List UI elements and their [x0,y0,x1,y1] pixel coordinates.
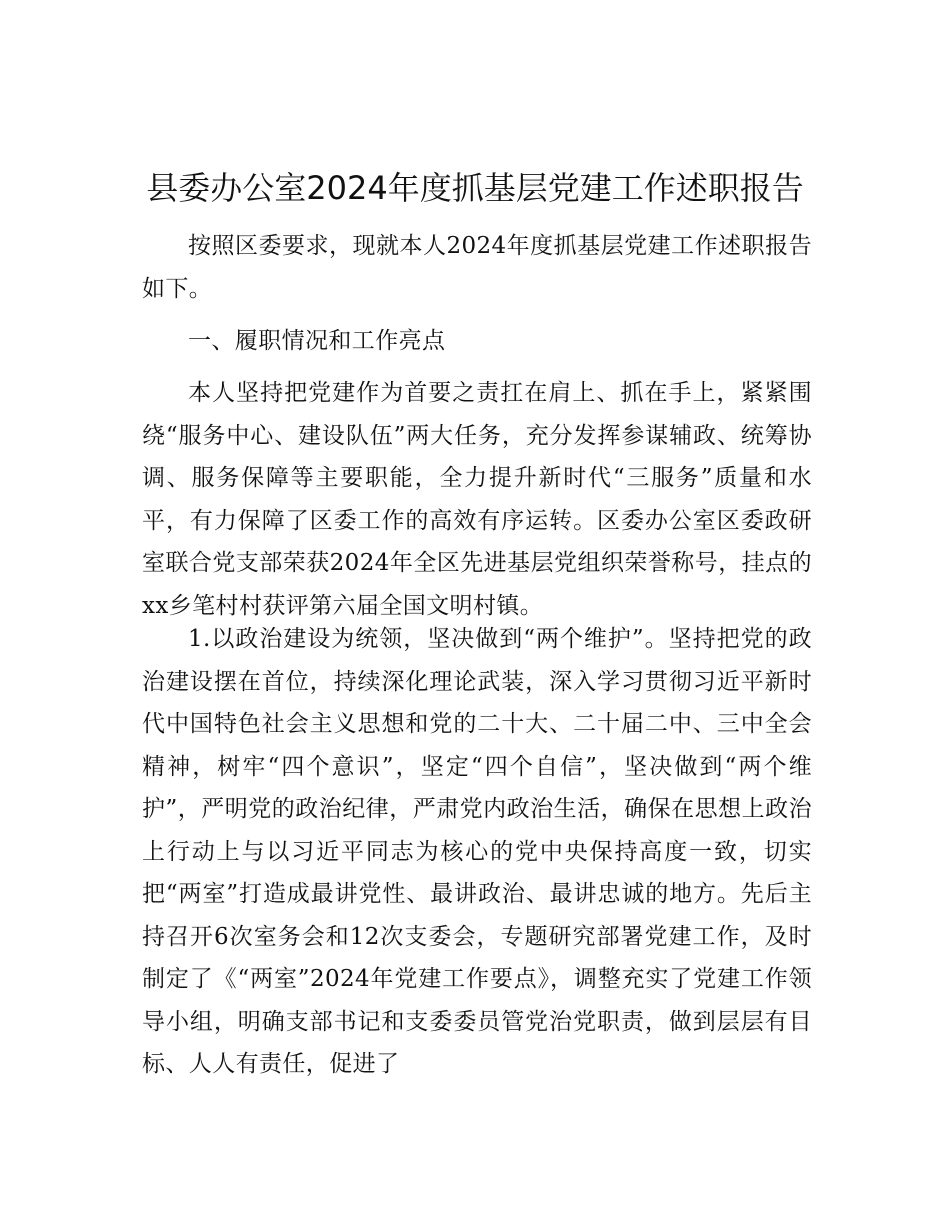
document-title: 县委办公室2024年度抓基层党建工作述职报告 [146,169,804,207]
section-paragraph: 本人坚持把党建作为首要之责扛在肩上、抓在手上，紧紧围绕“服务中心、建设队伍”两大任务，充分发挥参谋辅政、统筹协调、服务保障等主要职能，全力提升新时代“三服务”质量和水平，有力保障了区委工作的高效有序运转。区委办公室区委政研室联合党支部荣获2024年全区先进基层党组织荣誉称号，挂点的xx乡笔村村获评第六届全国文明村镇。 [142,380,812,619]
item-paragraph: 1.以政治建设为统领，坚决做到“两个维护”。坚持把党的政治建设摆在首位，持续深化理论武装，深入学习贯彻习近平新时代中国特色社会主义思想和党的二十大、二十届二中、三中全会精神，树牢“四个意识”，坚定“四个自信”，坚决做到“两个维护”，严明党的政治纪律，严肃党内政治生活，确保在思想上政治上行动上与以习近平同志为核心的党中央保持高度一致，切实把“两室”打造成最讲党性、最讲政治、最讲忠诚的地方。先后主持召开6次室务会和12次支委会，专题研究部署党建工作，及时制定了《“两室”2024年党建工作要点》，调整充实了党建工作领导小组，明确支部书记和支委委员管党治党职责，做到层层有目标、人人有责任，促进了 [142,626,812,1077]
section-heading: 一、履职情况和工作亮点 [188,328,446,354]
intro-paragraph: 按照区委要求，现就本人2024年度抓基层党建工作述职报告如下。 [142,233,812,302]
